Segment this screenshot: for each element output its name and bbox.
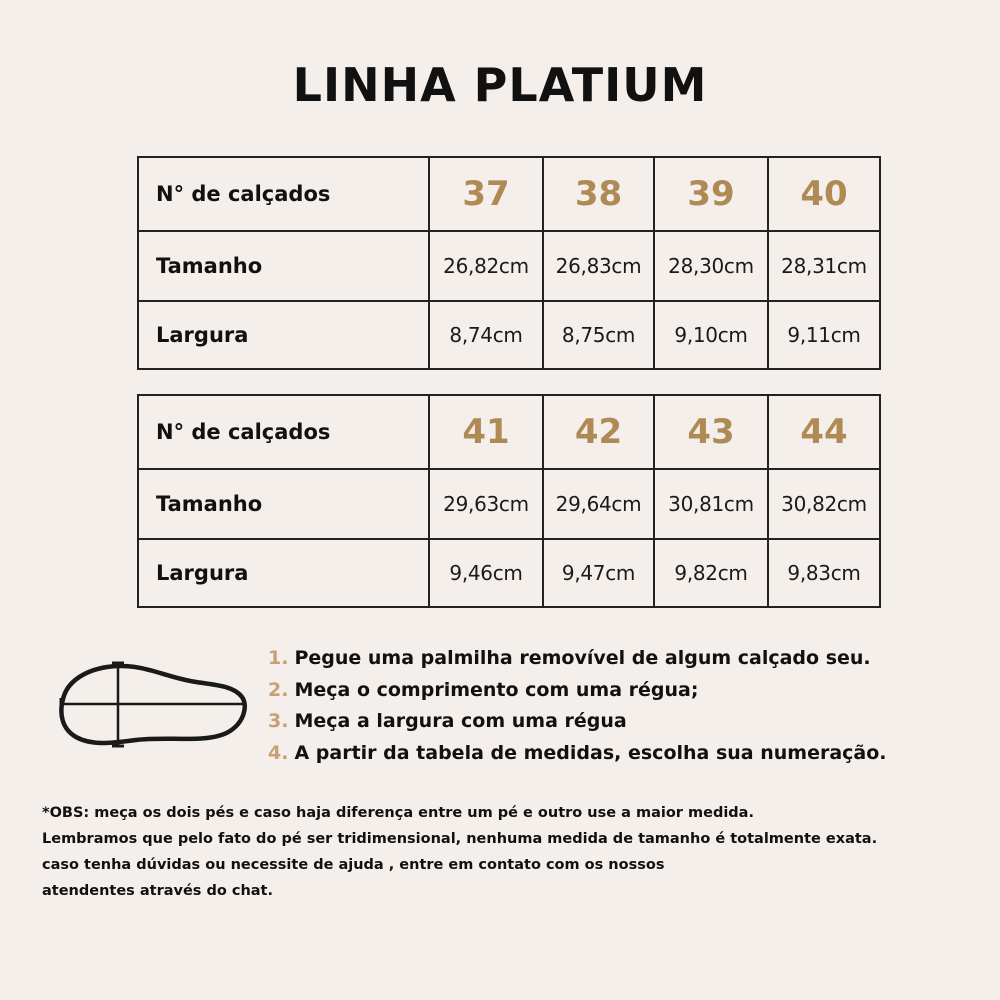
step-number: 2. — [268, 678, 289, 701]
size-number: 38 — [543, 157, 654, 231]
instruction-steps — [268, 643, 887, 769]
step-text: Pegue uma palmilha removível de algum calçado seu. — [294, 647, 871, 669]
width-value: 9,11cm — [768, 301, 880, 369]
row-label: Tamanho — [138, 469, 429, 539]
length-value: 30,82cm — [768, 469, 880, 539]
step-text: Meça a largura com uma régua — [294, 710, 627, 732]
width-value: 9,83cm — [768, 539, 880, 607]
width-value: 9,47cm — [543, 539, 654, 607]
insole-measure-icon — [58, 660, 250, 750]
length-value: 30,81cm — [654, 469, 768, 539]
width-value: 9,10cm — [654, 301, 768, 369]
step-text: Meça o comprimento com uma régua; — [294, 678, 699, 701]
step-item — [268, 738, 887, 770]
size-header-row — [138, 395, 880, 469]
length-row — [138, 231, 880, 301]
size-table-1 — [137, 156, 881, 370]
length-value: 29,63cm — [429, 469, 543, 539]
observation-notes — [42, 800, 982, 904]
size-number: 41 — [429, 395, 543, 469]
length-value: 26,83cm — [543, 231, 654, 301]
size-header-row — [138, 157, 880, 231]
size-number: 44 — [768, 395, 880, 469]
step-number: 3. — [268, 710, 289, 732]
length-row — [138, 469, 880, 539]
row-label: Largura — [138, 539, 429, 607]
size-table-2 — [137, 394, 881, 608]
note-line: Lembramos que pelo fato do pé ser tridimensional, nenhuma medida de tamanho é totalmente exata. — [42, 831, 878, 847]
width-row — [138, 539, 880, 607]
width-value: 9,82cm — [654, 539, 768, 607]
length-value: 29,64cm — [543, 469, 654, 539]
size-number: 43 — [654, 395, 768, 469]
row-label: Tamanho — [138, 231, 429, 301]
length-value: 28,30cm — [654, 231, 768, 301]
page-title: LINHA PLATIUM — [292, 58, 708, 112]
header-label: N° de calçados — [138, 395, 429, 469]
step-number: 4. — [268, 741, 289, 764]
step-text: A partir da tabela de medidas, escolha sua numeração. — [294, 741, 887, 764]
step-item — [268, 706, 887, 738]
note-line: atendentes através do chat. — [42, 883, 274, 899]
step-item — [268, 675, 887, 707]
note-line: *OBS: meça os dois pés e caso haja diferença entre um pé e outro use a maior medida. — [42, 805, 754, 821]
header-label: N° de calçados — [138, 157, 429, 231]
step-item — [268, 643, 887, 675]
size-number: 40 — [768, 157, 880, 231]
size-number: 37 — [429, 157, 543, 231]
size-number: 42 — [543, 395, 654, 469]
width-value: 9,46cm — [429, 539, 543, 607]
width-row — [138, 301, 880, 369]
length-value: 26,82cm — [429, 231, 543, 301]
step-number: 1. — [268, 647, 289, 669]
length-value: 28,31cm — [768, 231, 880, 301]
note-line: caso tenha dúvidas ou necessite de ajuda , entre em contato com os nossos — [42, 857, 665, 873]
size-number: 39 — [654, 157, 768, 231]
width-value: 8,74cm — [429, 301, 543, 369]
row-label: Largura — [138, 301, 429, 369]
width-value: 8,75cm — [543, 301, 654, 369]
